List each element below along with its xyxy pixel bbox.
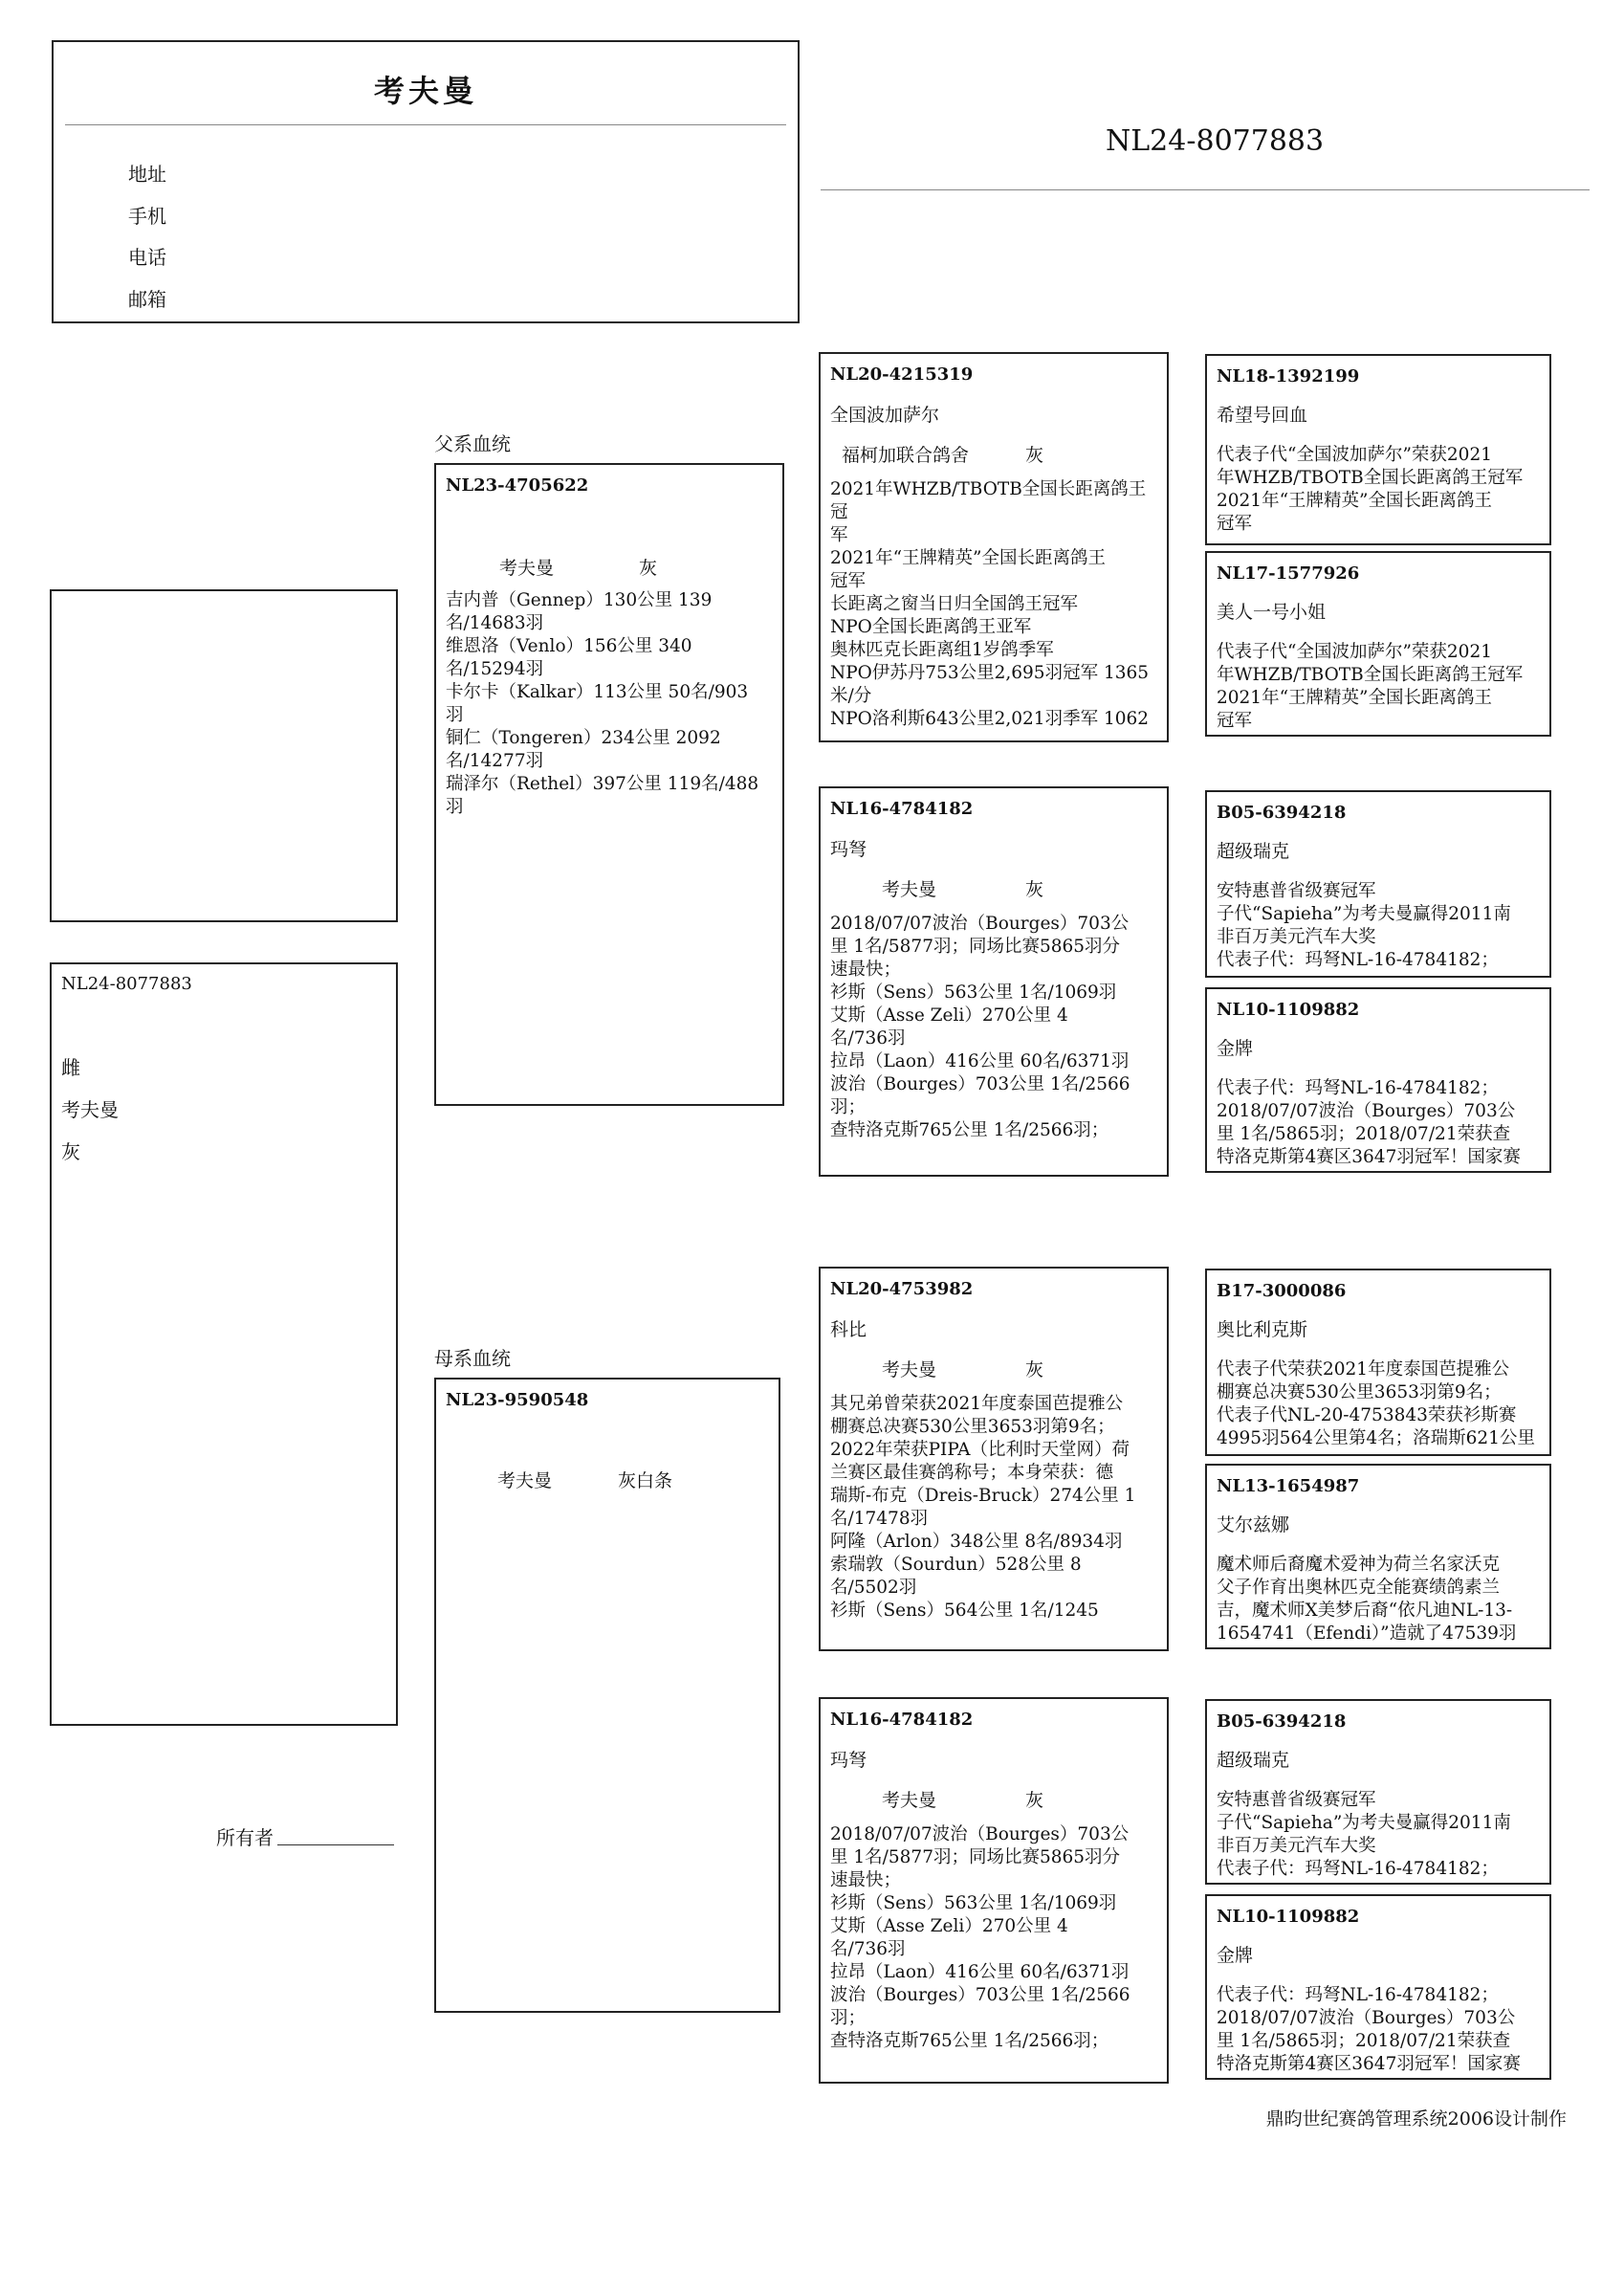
record-line: 长距离之窗当日归全国鸽王冠军 bbox=[830, 594, 1079, 614]
dam-dam-color: 灰 bbox=[1025, 1790, 1044, 1811]
sire-sire-card bbox=[819, 352, 1169, 742]
sire-sire-owner: 福柯加联合鸽舍 bbox=[842, 445, 970, 466]
dam-dam-sire-record bbox=[1217, 1789, 1544, 1881]
sire-dam-sire-record bbox=[1217, 880, 1544, 972]
dam-dam-sire-card bbox=[1205, 1699, 1551, 1885]
record-line: 非百万美元汽车大奖 bbox=[1217, 927, 1376, 947]
record-line: 棚赛总决赛530公里3653羽第9名； bbox=[1217, 1382, 1502, 1402]
record-line: 拉昂（Laon）416公里 60名/6371羽 bbox=[830, 1962, 1130, 1982]
sire-sire-dam-record bbox=[1217, 641, 1544, 733]
record-line: 子代“Sapieha”为考夫曼赢得2011南 bbox=[1217, 1813, 1511, 1833]
sire-card bbox=[434, 463, 784, 1106]
record-line: 代表子代荣获2021年度泰国芭提雅公 bbox=[1217, 1359, 1510, 1380]
dam-dam-dam-name: 金牌 bbox=[1217, 1945, 1254, 1966]
breeder-name: 考夫曼 bbox=[373, 73, 477, 109]
dam-sire-card bbox=[819, 1267, 1169, 1651]
record-line: 1654741（Efendi）”造就了47539羽 bbox=[1217, 1623, 1517, 1644]
dam-dam-ring: NL16-4784182 bbox=[830, 1710, 974, 1730]
subject-pigeon-card bbox=[50, 962, 398, 1726]
phone-label: 电话 bbox=[128, 246, 166, 269]
record-line: 2018/07/07波治（Bourges）703公 bbox=[830, 1824, 1130, 1844]
record-line: 代表子代：玛弩NL-16-4784182； bbox=[1217, 1859, 1499, 1879]
dam-sire-sire-card bbox=[1205, 1269, 1551, 1456]
record-line: 2018/07/07波治（Bourges）703公 bbox=[1217, 2008, 1516, 2028]
record-line: 瑞泽尔（Rethel）397公里 119名/488 bbox=[446, 774, 759, 794]
dam-dam-owner: 考夫曼 bbox=[882, 1790, 937, 1811]
pigeon-ring-title: NL24-8077883 bbox=[1106, 124, 1325, 158]
email-label: 邮箱 bbox=[128, 288, 166, 311]
record-line: 吉，魔术师X美梦后裔“依凡迪NL-13- bbox=[1217, 1601, 1513, 1621]
record-line: 维恩洛（Venlo）156公里 340 bbox=[446, 636, 692, 656]
record-line: 2022年荣获PIPA（比利时天堂网）荷 bbox=[830, 1440, 1130, 1460]
dam-sire-sire-name: 奥比利克斯 bbox=[1217, 1319, 1308, 1340]
sire-sire-sire-card bbox=[1205, 354, 1551, 545]
record-line: 棚赛总决赛530公里3653羽第9名； bbox=[830, 1417, 1115, 1437]
record-line: 2021年WHZB/TBOTB全国长距离鸽王冠 bbox=[830, 479, 1147, 522]
record-line: 特洛克斯第4赛区3647羽冠军！国家赛 bbox=[1217, 2054, 1521, 2074]
header-divider bbox=[65, 124, 786, 125]
dam-dam-dam-card bbox=[1205, 1894, 1551, 2080]
sire-record bbox=[446, 589, 777, 819]
record-line: 名/736羽 bbox=[830, 1028, 906, 1049]
sire-dam-dam-ring: NL10-1109882 bbox=[1217, 1000, 1360, 1020]
address-label: 地址 bbox=[128, 163, 166, 186]
software-credit: 鼎昀世纪赛鸽管理系统2006设计制作 bbox=[1265, 2108, 1567, 2130]
dam-dam-card bbox=[819, 1697, 1169, 2084]
sire-dam-card bbox=[819, 786, 1169, 1177]
record-line: 波治（Bourges）703公里 1名/2566 bbox=[830, 1985, 1130, 2005]
record-line: 冠军 bbox=[1217, 711, 1253, 731]
dam-sire-dam-record bbox=[1217, 1554, 1544, 1645]
record-line: 其兄弟曾荣获2021年度泰国芭提雅公 bbox=[830, 1394, 1124, 1414]
record-line: 代表子代：玛弩NL-16-4784182； bbox=[1217, 1985, 1499, 2005]
record-line: 速最快； bbox=[830, 1870, 902, 1890]
record-line: 代表子代“全国波加萨尔”荣获2021 bbox=[1217, 445, 1492, 465]
dam-sire-name: 科比 bbox=[830, 1319, 867, 1340]
dam-color: 灰白条 bbox=[618, 1470, 673, 1491]
record-line: 子代“Sapieha”为考夫曼赢得2011南 bbox=[1217, 904, 1511, 924]
dam-sire-dam-name: 艾尔兹娜 bbox=[1217, 1514, 1290, 1535]
record-line: 2018/07/07波治（Bourges）703公 bbox=[1217, 1101, 1516, 1121]
dam-dam-sire-ring: B05-6394218 bbox=[1217, 1711, 1347, 1732]
record-line: 兰赛区最佳赛鸽称号；本身荣获：德 bbox=[830, 1463, 1114, 1483]
sire-sire-color: 灰 bbox=[1025, 445, 1044, 466]
dam-owner: 考夫曼 bbox=[497, 1470, 553, 1491]
dam-sire-ring: NL20-4753982 bbox=[830, 1279, 974, 1299]
dam-section-label: 母系血统 bbox=[434, 1347, 511, 1370]
breeder-header bbox=[52, 40, 800, 323]
dam-dam-dam-ring: NL10-1109882 bbox=[1217, 1907, 1360, 1927]
record-line: 安特惠普省级赛冠军 bbox=[1217, 1790, 1376, 1810]
record-line: 索瑞敦（Sourdun）528公里 8 bbox=[830, 1555, 1082, 1575]
record-line: 羽； bbox=[830, 2008, 867, 2028]
record-line: 吉内普（Gennep）130公里 139 bbox=[446, 590, 713, 610]
record-line: 瑞斯-布克（Dreis-Bruck）274公里 1 bbox=[830, 1486, 1136, 1506]
dam-sire-sire-ring: B17-3000086 bbox=[1217, 1281, 1347, 1301]
sire-dam-dam-record bbox=[1217, 1077, 1544, 1169]
dam-sire-sire-record bbox=[1217, 1358, 1544, 1450]
record-line: 年WHZB/TBOTB全国长距离鸽王冠军 bbox=[1217, 665, 1524, 685]
sire-section-label: 父系血统 bbox=[434, 432, 511, 455]
dam-ring: NL23-9590548 bbox=[446, 1390, 589, 1410]
dam-sire-color: 灰 bbox=[1025, 1359, 1044, 1380]
record-line: 父子作育出奥林匹克全能赛绩鸽素兰 bbox=[1217, 1578, 1501, 1598]
subject-ring: NL24-8077883 bbox=[61, 974, 192, 994]
record-line: 代表子代“全国波加萨尔”荣获2021 bbox=[1217, 642, 1492, 662]
title-divider bbox=[821, 189, 1590, 190]
record-line: 羽 bbox=[446, 797, 464, 817]
record-line: 奥林匹克长距离组1岁鸽季军 bbox=[830, 640, 1054, 660]
sire-dam-sire-ring: B05-6394218 bbox=[1217, 803, 1347, 823]
sire-sire-record bbox=[830, 478, 1161, 731]
record-line: NPO全国长距离鸽王亚军 bbox=[830, 617, 1032, 637]
sire-dam-color: 灰 bbox=[1025, 879, 1044, 900]
subject-owner: 考夫曼 bbox=[61, 1098, 119, 1121]
owner-signature-line bbox=[277, 1844, 394, 1845]
sire-sire-dam-ring: NL17-1577926 bbox=[1217, 563, 1360, 584]
record-line: 4995羽564公里第4名；洛瑞斯621公里 bbox=[1217, 1428, 1535, 1448]
record-line: 铜仁（Tongeren）234公里 2092 bbox=[446, 728, 721, 748]
record-line: 衫斯（Sens）564公里 1名/1245 bbox=[830, 1601, 1099, 1621]
record-line: 衫斯（Sens）563公里 1名/1069羽 bbox=[830, 1893, 1117, 1913]
record-line: 羽； bbox=[830, 1097, 867, 1117]
sire-sire-sire-name: 希望号回血 bbox=[1217, 405, 1308, 426]
dam-dam-record bbox=[830, 1823, 1161, 2053]
sire-dam-record bbox=[830, 913, 1161, 1142]
record-line: 名/14683羽 bbox=[446, 613, 544, 633]
record-line: 代表子代：玛弩NL-16-4784182； bbox=[1217, 1078, 1499, 1098]
sire-sire-sire-ring: NL18-1392199 bbox=[1217, 366, 1360, 386]
dam-sire-record bbox=[830, 1393, 1161, 1623]
dam-sire-dam-ring: NL13-1654987 bbox=[1217, 1476, 1360, 1496]
record-line: 查特洛克斯765公里 1名/2566羽； bbox=[830, 1120, 1109, 1140]
record-line: 2021年“王牌精英”全国长距离鸽王 bbox=[830, 548, 1106, 568]
record-line: 里 1名/5877羽；同场比赛5865羽分 bbox=[830, 937, 1121, 957]
record-line: 名/15294羽 bbox=[446, 659, 544, 679]
dam-dam-dam-record bbox=[1217, 1984, 1544, 2076]
record-line: 名/736羽 bbox=[830, 1939, 906, 1959]
record-line: 卡尔卡（Kalkar）113公里 50名/903 bbox=[446, 682, 749, 702]
sire-dam-sire-name: 超级瑞克 bbox=[1217, 841, 1290, 862]
dam-card bbox=[434, 1378, 780, 2013]
record-line: 波治（Bourges）703公里 1名/2566 bbox=[830, 1074, 1130, 1094]
sire-ring: NL23-4705622 bbox=[446, 475, 589, 496]
sire-sire-ring: NL20-4215319 bbox=[830, 364, 974, 385]
sire-color: 灰 bbox=[639, 558, 658, 579]
subject-color: 灰 bbox=[61, 1140, 80, 1163]
sire-sire-dam-name: 美人一号小姐 bbox=[1217, 602, 1327, 623]
record-line: 非百万美元汽车大奖 bbox=[1217, 1836, 1376, 1856]
dam-sire-owner: 考夫曼 bbox=[882, 1359, 937, 1380]
record-line: 2021年“王牌精英”全国长距离鸽王 bbox=[1217, 688, 1492, 708]
record-line: 冠军 bbox=[1217, 514, 1253, 534]
sire-sire-dam-card bbox=[1205, 551, 1551, 737]
sire-dam-dam-name: 金牌 bbox=[1217, 1038, 1254, 1059]
dam-dam-name: 玛弩 bbox=[830, 1750, 867, 1771]
record-line: 里 1名/5865羽；2018/07/21荣获查 bbox=[1217, 2031, 1511, 2051]
sire-dam-dam-card bbox=[1205, 987, 1551, 1173]
photo-frame bbox=[50, 589, 398, 922]
record-line: 阿隆（Arlon）348公里 8名/8934羽 bbox=[830, 1532, 1123, 1552]
record-line: 艾斯（Asse Zeli）270公里 4 bbox=[830, 1005, 1068, 1026]
record-line: NPO洛利斯643公里2,021羽季军 1062 bbox=[830, 709, 1150, 729]
record-line: 羽 bbox=[446, 705, 464, 725]
mobile-label: 手机 bbox=[128, 205, 166, 228]
record-line: 安特惠普省级赛冠军 bbox=[1217, 881, 1376, 901]
record-line: 冠军 bbox=[830, 571, 867, 591]
sire-dam-sire-card bbox=[1205, 790, 1551, 978]
record-line: 名/5502羽 bbox=[830, 1578, 917, 1598]
record-line: 拉昂（Laon）416公里 60名/6371羽 bbox=[830, 1051, 1130, 1071]
record-line: 特洛克斯第4赛区3647羽冠军！国家赛 bbox=[1217, 1147, 1521, 1167]
record-line: 2018/07/07波治（Bourges）703公 bbox=[830, 914, 1130, 934]
sire-dam-ring: NL16-4784182 bbox=[830, 799, 974, 819]
record-line: 魔术师后裔魔术爱神为荷兰名家沃克 bbox=[1217, 1555, 1501, 1575]
record-line: 年WHZB/TBOTB全国长距离鸽王冠军 bbox=[1217, 468, 1524, 488]
subject-sex: 雌 bbox=[61, 1056, 80, 1079]
record-line: 速最快； bbox=[830, 960, 902, 980]
record-line: 里 1名/5865羽；2018/07/21荣获查 bbox=[1217, 1124, 1511, 1144]
record-line: 2021年“王牌精英”全国长距离鸽王 bbox=[1217, 491, 1492, 511]
record-line: 代表子代：玛弩NL-16-4784182； bbox=[1217, 950, 1499, 970]
record-line: 代表子代NL-20-4753843荣获衫斯赛 bbox=[1217, 1405, 1517, 1425]
record-line: 查特洛克斯765公里 1名/2566羽； bbox=[830, 2031, 1109, 2051]
record-line: 米/分 bbox=[830, 686, 872, 706]
sire-owner: 考夫曼 bbox=[499, 558, 555, 579]
record-line: 衫斯（Sens）563公里 1名/1069羽 bbox=[830, 982, 1117, 1003]
sire-sire-sire-record bbox=[1217, 444, 1544, 536]
record-line: 军 bbox=[830, 525, 848, 545]
dam-dam-sire-name: 超级瑞克 bbox=[1217, 1750, 1290, 1771]
record-line: 艾斯（Asse Zeli）270公里 4 bbox=[830, 1916, 1068, 1936]
owner-label: 所有者 bbox=[216, 1826, 274, 1849]
sire-dam-owner: 考夫曼 bbox=[882, 879, 937, 900]
record-line: NPO伊苏丹753公里2,695羽冠军 1365 bbox=[830, 663, 1150, 683]
record-line: 名/14277羽 bbox=[446, 751, 544, 771]
sire-dam-name: 玛弩 bbox=[830, 839, 867, 860]
dam-sire-dam-card bbox=[1205, 1464, 1551, 1649]
record-line: 名/17478羽 bbox=[830, 1509, 929, 1529]
record-line: 里 1名/5877羽；同场比赛5865羽分 bbox=[830, 1847, 1121, 1867]
sire-sire-name: 全国波加萨尔 bbox=[830, 405, 940, 426]
